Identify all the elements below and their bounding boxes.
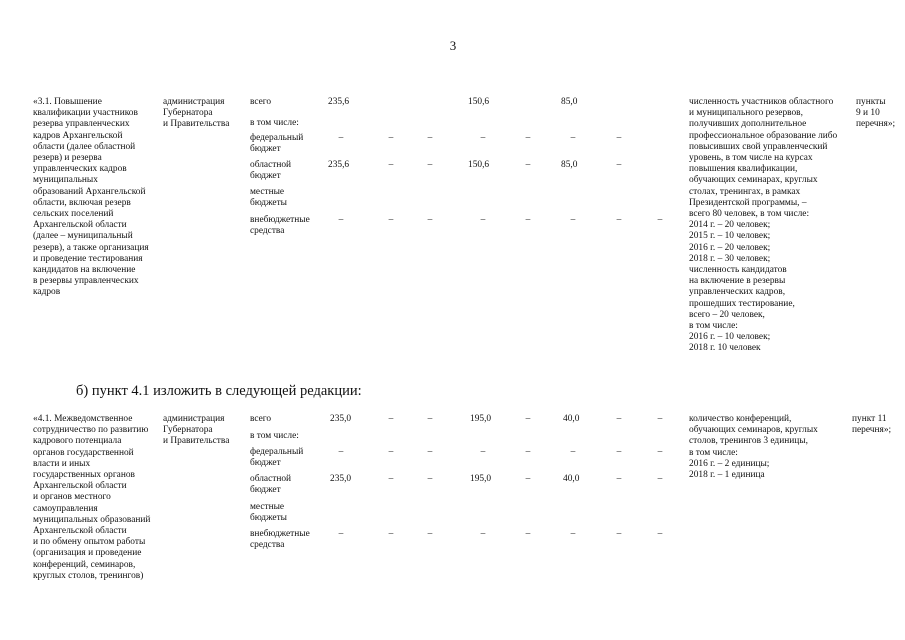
row-3-1-extra-c5: – (525, 215, 531, 225)
row-4-1-name: «4.1. Межведомственное сотрудничество по развитию кадрового потенциала органов государственной власти и иных государственных органов Архангельской области и органов местного самоуправления муниципальных образований Архангельской области и по обмену опытом работы (организация и проведение конференций, семинаров, круглых столов, тренингов) (33, 414, 151, 581)
row-3-1-source-regional: областной бюджет (250, 160, 292, 182)
row-3-1-extra-c6: – (570, 215, 576, 225)
row-4-1-extra-c8: – (657, 529, 663, 539)
row-3-1-federal-c5: – (525, 133, 531, 143)
row-3-1-total-2018: 85,0 (561, 97, 578, 107)
row-3-1-federal-c4: – (480, 133, 486, 143)
row-4-1-regional-c3: – (427, 474, 433, 484)
row-3-1-regional-c4: 150,6 (468, 160, 490, 170)
row-4-1-extra-c2: – (388, 529, 394, 539)
row-4-1-extra-c5: – (525, 529, 531, 539)
row-3-1-federal-c1: – (338, 133, 344, 143)
row-4-1-federal-c4: – (480, 447, 486, 457)
row-3-1-total-2016: 150,6 (468, 97, 490, 107)
row-3-1-federal-c2: – (388, 133, 394, 143)
row-3-1-regional-c5: – (525, 160, 531, 170)
row-3-1-regional-c1: 235,6 (328, 160, 350, 170)
row-3-1-source-federal: федеральный бюджет (250, 133, 304, 155)
row-4-1-source-total: всего (250, 414, 272, 424)
row-4-1-federal-c3: – (427, 447, 433, 457)
row-3-1-federal-c3: – (427, 133, 433, 143)
row-4-1-regional-c5: – (525, 474, 531, 484)
row-4-1-federal-c2: – (388, 447, 394, 457)
row-4-1-total-c5: – (525, 414, 531, 424)
row-3-1-extra-c4: – (480, 215, 486, 225)
row-4-1-extra-c6: – (570, 529, 576, 539)
row-3-1-extra-c1: – (338, 215, 344, 225)
row-4-1-total-c3: – (427, 414, 433, 424)
row-3-1-ref: пункты 9 и 10 перечня»; (856, 97, 896, 130)
row-4-1-federal-c5: – (525, 447, 531, 457)
row-3-1-total-2014: 235,6 (328, 97, 350, 107)
row-4-1-regional-c6: 40,0 (563, 474, 580, 484)
row-4-1-ref: пункт 11 перечня»; (852, 414, 892, 436)
row-4-1-total-c7: – (616, 414, 622, 424)
row-4-1-source-federal: федеральный бюджет (250, 447, 304, 469)
row-4-1-result: количество конференций, обучающих семинаров, круглых столов, тренингов 3 единицы, в том числе: 2016 г. – 2 единицы; 2018 г. – 1 единица (689, 414, 818, 481)
row-4-1-total-c1: 235,0 (330, 414, 352, 424)
row-4-1-federal-c6: – (570, 447, 576, 457)
row-4-1-total-c6: 40,0 (563, 414, 580, 424)
row-4-1-executor: администрация Губернатора и Правительства (163, 414, 230, 447)
row-3-1-regional-c3: – (427, 160, 433, 170)
row-4-1-source-regional: областной бюджет (250, 474, 292, 496)
row-4-1-federal-c8: – (657, 447, 663, 457)
row-4-1-regional-c7: – (616, 474, 622, 484)
row-4-1-regional-c8: – (657, 474, 663, 484)
row-4-1-source-local: местные бюджеты (250, 502, 287, 524)
page-number: 3 (449, 38, 457, 53)
row-3-1-result: численность участников областного и муниципального резервов, получивших дополнительное профессиональное образование либо повысивших свой управленческий уровень, в том числе на курсах повышения квалификации, обучающих семинарах, круглых столах, тренингах, в рамках Президентской программы, – всего 80 человек, в том числе: 2014 г. – 20 человек; 2015 г. – 10 человек; 2016 г. – 20 человек; 2018 г. – 30 человек; численность кандидатов на включение в резервы управленческих кадров, прошедших тестирование, всего – 20 человек, в том числе: 2016 г. – 10 человек; 2018 г. 10 человек (689, 97, 838, 354)
row-3-1-source-incl: в том числе: (250, 118, 299, 128)
row-4-1-regional-c1: 235,0 (330, 474, 352, 484)
row-4-1-federal-c7: – (616, 447, 622, 457)
row-4-1-extra-c4: – (480, 529, 486, 539)
row-3-1-federal-c6: – (570, 133, 576, 143)
row-4-1-source-extra: внебюджетные средства (250, 529, 310, 551)
row-4-1-total-c2: – (388, 414, 394, 424)
row-4-1-extra-c3: – (427, 529, 433, 539)
section-heading: б) пункт 4.1 изложить в следующей редакции: (76, 383, 362, 399)
row-3-1-regional-c2: – (388, 160, 394, 170)
row-3-1-extra-c3: – (427, 215, 433, 225)
row-3-1-extra-c8: – (657, 215, 663, 225)
row-3-1-federal-c7: – (616, 133, 622, 143)
row-3-1-source-extra: внебюджетные средства (250, 215, 310, 237)
row-3-1-regional-c7: – (616, 160, 622, 170)
row-4-1-regional-c4: 195,0 (470, 474, 492, 484)
row-3-1-executor: администрация Губернатора и Правительства (163, 97, 230, 130)
row-4-1-total-c4: 195,0 (470, 414, 492, 424)
row-3-1-extra-c7: – (616, 215, 622, 225)
row-4-1-regional-c2: – (388, 474, 394, 484)
row-4-1-extra-c7: – (616, 529, 622, 539)
row-3-1-source-total: всего (250, 97, 272, 107)
row-4-1-extra-c1: – (338, 529, 344, 539)
row-4-1-total-c8: – (657, 414, 663, 424)
row-3-1-regional-c6: 85,0 (561, 160, 578, 170)
row-3-1-name: «3.1. Повышение квалификации участников резерва управленческих кадров Архангельской области (далее областной резерв) и резерва управленческих кадров муниципальных образований Архангельской области, включая резерв сельских поселений Архангельской области (далее – муниципальный резерв), а также организация и проведение тестирования кандидатов на включение в резервы управленческих кадров (33, 97, 149, 298)
row-4-1-source-incl: в том числе: (250, 431, 299, 441)
row-3-1-source-local: местные бюджеты (250, 187, 287, 209)
row-4-1-federal-c1: – (338, 447, 344, 457)
row-3-1-extra-c2: – (388, 215, 394, 225)
